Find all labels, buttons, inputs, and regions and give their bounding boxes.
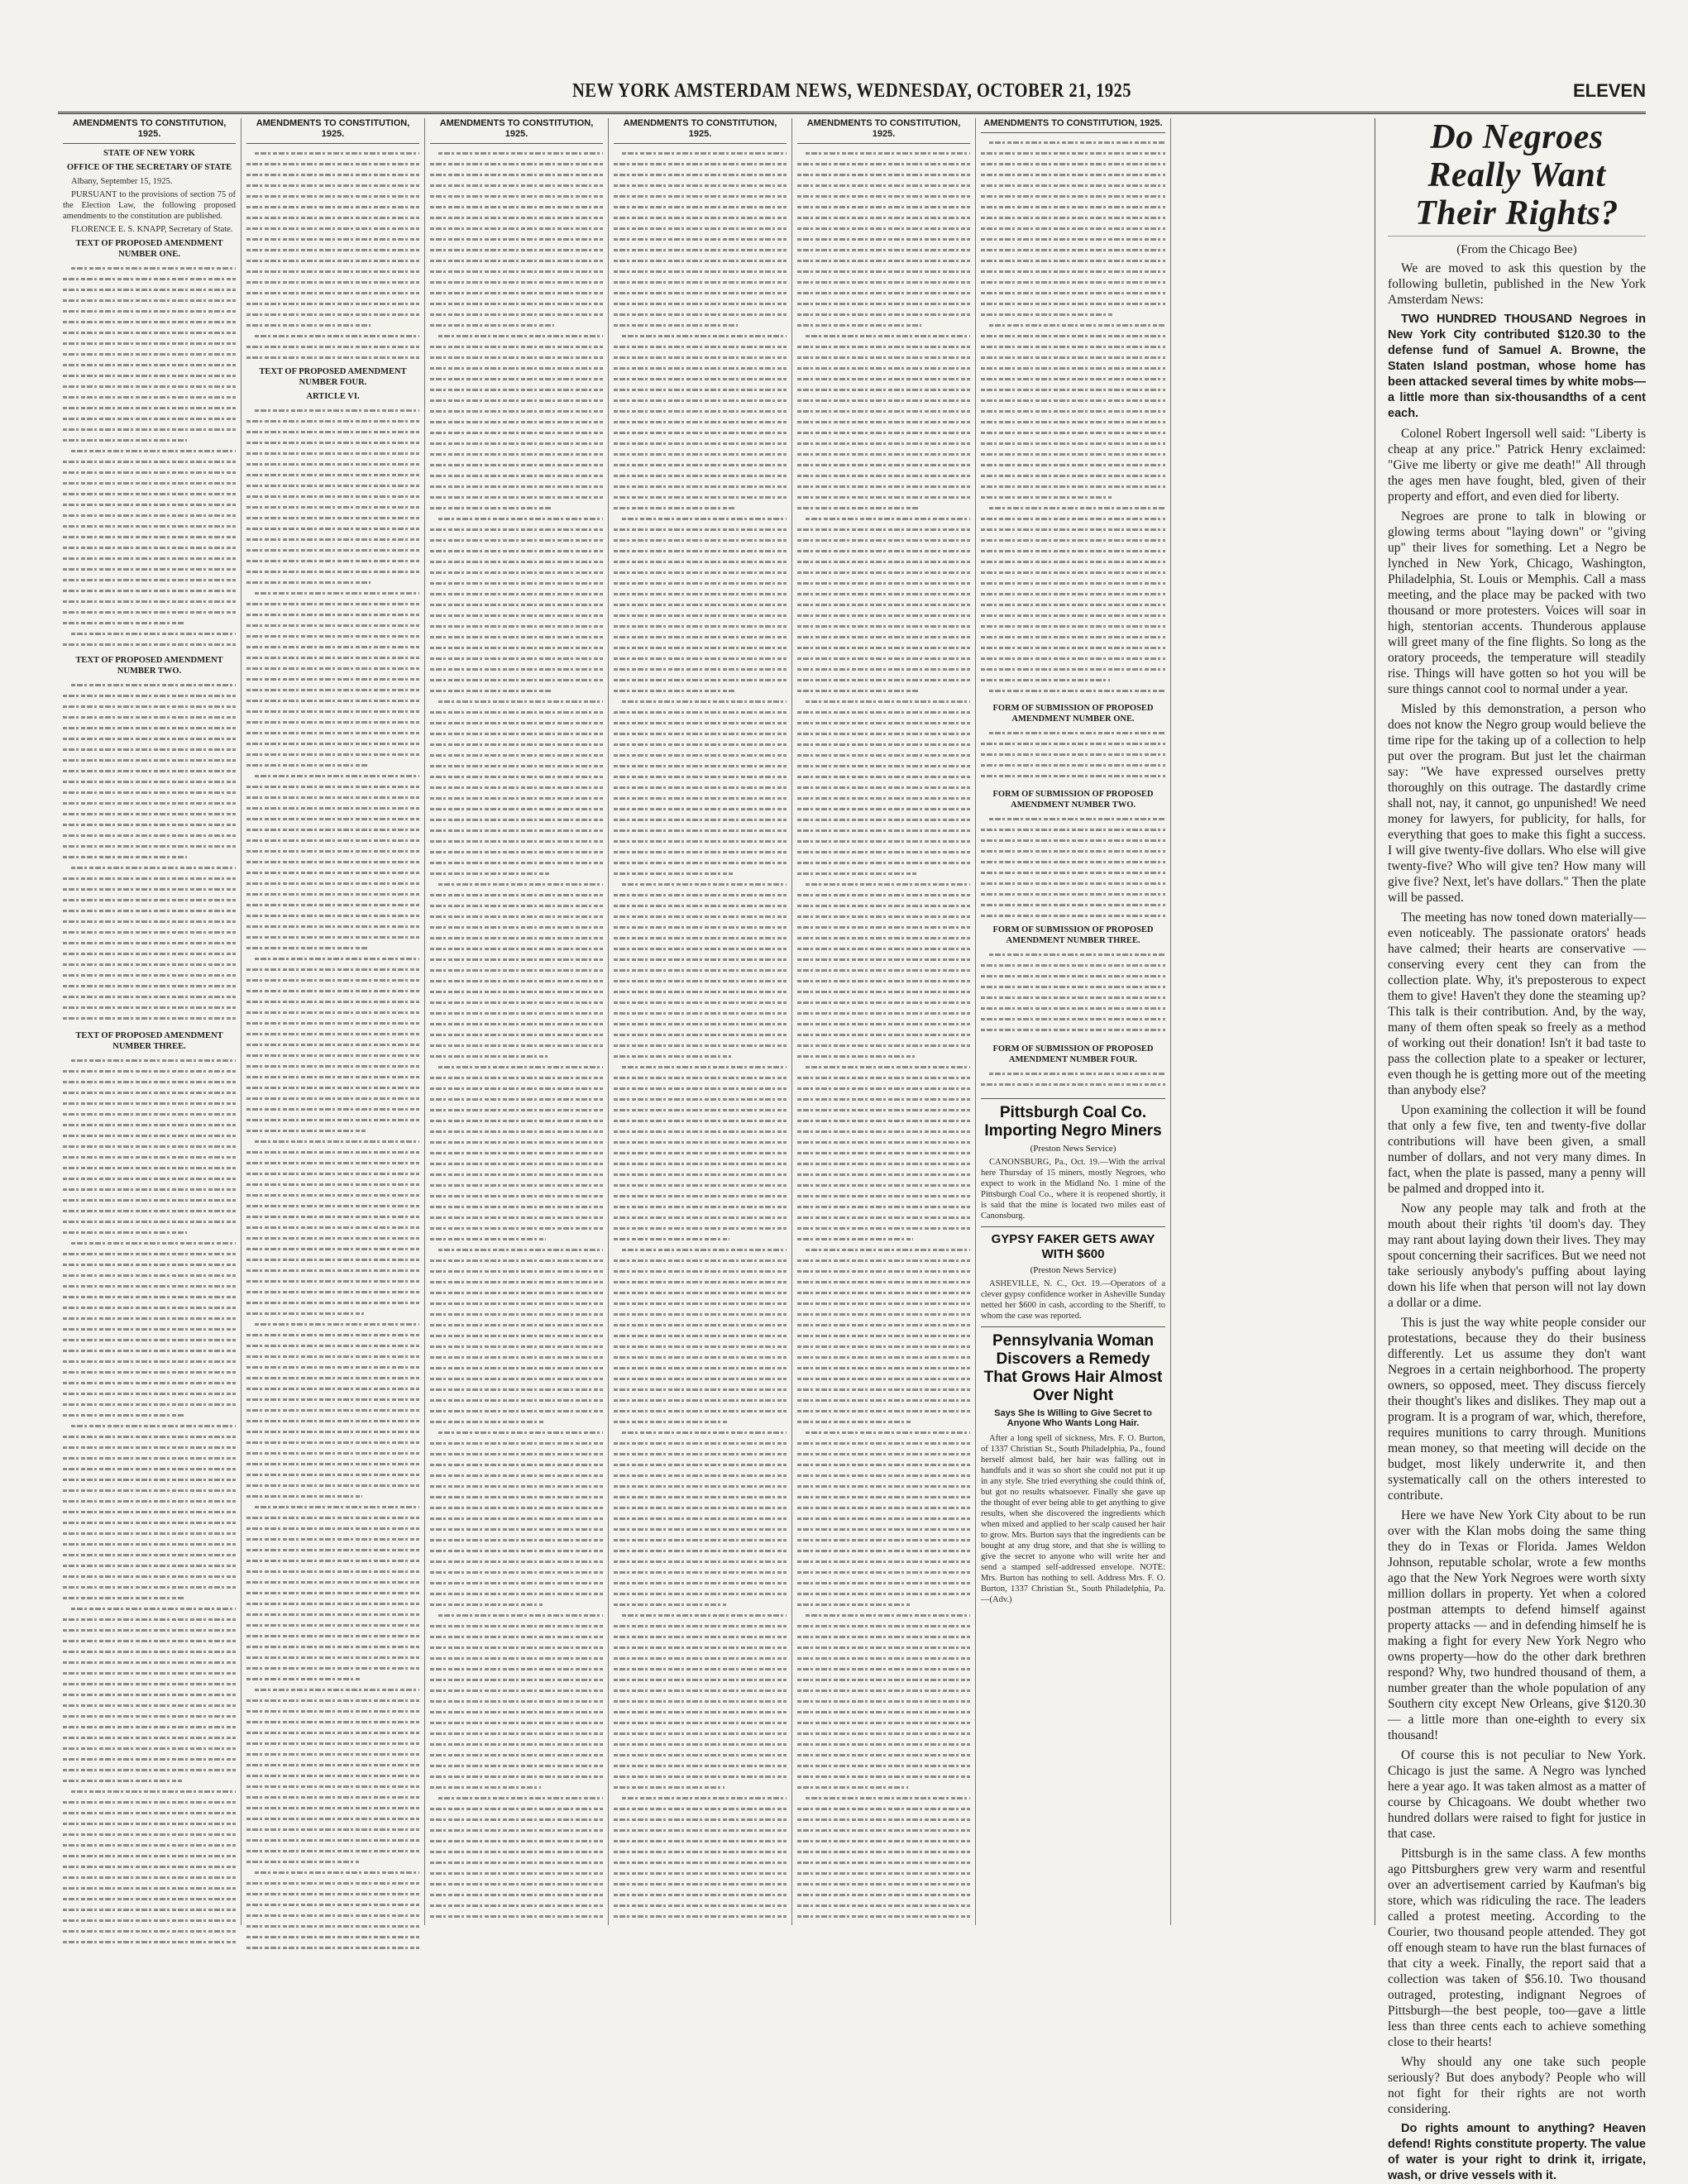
page-number: ELEVEN: [1572, 80, 1646, 101]
editorial-paragraph: Now any people may talk and froth at the mouth about their rights 'til doom's day. They may rant about laying down their lives. They may spout concerning their sacrifices. But we need not take seriously anybody's puffing about laying down his life when that person will not lay down a dollar or a dime.: [1388, 1202, 1646, 1310]
divider: [981, 1226, 1165, 1227]
divider: [1388, 236, 1646, 237]
section-head: FORM OF SUBMISSION OF PROPOSED AMENDMENT NUMBER ONE.: [992, 704, 1154, 724]
divider: [981, 1326, 1165, 1327]
divider: [981, 1098, 1165, 1099]
story-text: ASHEVILLE, N. C., Oct. 19.—Operators of a clever gypsy confidence worker in Asheville Sunday netted her $600 in cash, according to the Sheriff, to whom the case was reported.: [981, 1279, 1165, 1321]
column-head: AMENDMENTS TO CONSTITUTION, 1925.: [981, 118, 1165, 133]
lead-line: Albany, September 15, 1925.: [71, 177, 173, 186]
editorial-paragraph: Of course this is not peculiar to New York. Chicago is just the same. A Negro was lynched here a year ago. It was taken almost as a matter of course by Chicagoans. We doubt whether two hundred dollars were raised to fight for justice in that case.: [1388, 1748, 1646, 1841]
fine-print-block: [614, 148, 787, 1926]
editorial-paragraph: Negroes are prone to talk in blowing or glowing terms about "laying down" or "giving up" their lives for something. Let a Negro be lynched in New York, Chicago, Washington, Philadelphia, St. Louis or Memphis. Call a mass meeting, and the place may be packed with two thousand or more protesters. Voices will soar in high, stentorian accents. Thunderous applause will greet many of the fine flights. So long as the oratory proceeds, the temperature will steadily rise. Things will have gotten so hot you will be sure things cannot cool to normal under a year.: [1388, 509, 1646, 696]
editorial-paragraph: Why should any one take such people seriously? But does anybody? People who will not fight for their rights are not worth considering.: [1388, 2055, 1646, 2116]
column-head: AMENDMENTS TO CONSTITUTION, 1925.: [430, 118, 603, 144]
column-head: AMENDMENTS TO CONSTITUTION, 1925.: [63, 118, 236, 144]
editorial-column: [1381, 118, 1646, 2182]
masthead: [58, 70, 1646, 114]
fine-print-block: [63, 1055, 236, 1948]
lead-line: FLORENCE E. S. KNAPP, Secretary of State.: [71, 225, 233, 234]
columns: [58, 118, 1646, 2182]
story-source: (Preston News Service): [1030, 1265, 1117, 1275]
editorial-paragraph: Here we have New York City about to be run over with the Klan mobs doing the same thing they do in Texas or Florida. James Weldon Johnson, reputable scholar, wrote a few months ago that the New York Negroes were worth sixty million dollars in property. Yet when a colored postman attempts to defend himself against property attacks — and in defending himself he is making a fight for every New York Negro who owns property—how do the other dark brethren respond? Why, two hundred thousand of them, a number greater than the whole population of any Southern city except New Orleans, give $120.30 — a little more than one-eighth to every six thousand!: [1388, 1508, 1646, 1742]
fine-print-block: [981, 728, 1165, 786]
column-head: AMENDMENTS TO CONSTITUTION, 1925.: [246, 118, 419, 144]
section-head: TEXT OF PROPOSED AMENDMENT NUMBER THREE.: [75, 1031, 223, 1051]
fine-print-block: [246, 148, 419, 363]
fine-print-block: [63, 263, 236, 652]
editorial-paragraph: Do rights amount to anything? Heaven defend! Rights constitute property. The value of water is your right to drink it, irrigate, wash, or drive vessels with it.: [1388, 2122, 1646, 2182]
fine-print-block: [981, 137, 1165, 700]
fine-print-block: [981, 814, 1165, 921]
editorial-paragraph: We are moved to ask this question by the following bulletin, published in the New York Amsterdam News:: [1388, 261, 1646, 307]
editorial-paragraph: Misled by this demonstration, a person who does not know the Negro group would believe the time ripe for the taking up of a collection to help put over the program. But just let the chairman say: "We have expressed ourselves pretty thoroughly on this outrage. The dastardly crime shall not, nay, it cannot, go unpunished! We need money for lawyers, for publicity, for halls, for everything that goes to make this fight a success. I will give twenty-five dollars. Who else will give twenty-five? Who will give ten? How many will give five? Next, let's have dollars." Then the plate will be passed.: [1388, 702, 1646, 905]
editorial-source: (From the Chicago Bee): [1456, 243, 1577, 256]
editorial-paragraph: Colonel Robert Ingersoll well said: "Liberty is cheap at any price." Patrick Henry exclaimed: "Give me liberty or give me death!" All through the ages men have fought, bled, given of their property and effort, and even died for liberty.: [1388, 427, 1646, 504]
column-head: AMENDMENTS TO CONSTITUTION, 1925.: [797, 118, 970, 144]
section-head: FORM OF SUBMISSION OF PROPOSED AMENDMENT NUMBER FOUR.: [992, 1044, 1154, 1064]
fine-print-block: [981, 1068, 1165, 1093]
lead-line: PURSUANT to the provisions of section 75 of the Election Law, the following proposed amendments to the constitution are published.: [63, 190, 236, 221]
newspaper-page: [58, 70, 1646, 2182]
amendment-column-2: [241, 118, 425, 1925]
amendment-column-1: [58, 118, 241, 1925]
editorial-paragraph: Upon examining the collection it will be found that only a few five, ten and twenty-five dollar contributions will have been given, a small number of dollars, and not very many dimes. In fact, when the plate is passed, many a penny will be palmed and dropped into it.: [1388, 1103, 1646, 1196]
story-text: After a long spell of sickness, Mrs. F. O. Burton, of 1337 Christian St., South Philadelphia, Pa., found herself almost bald, her hair was falling out in handfuls and it was so short she could not put it up in any style. She tried everything she could think of, but got no results whatsoever. Finally she gave up the thought of ever being able to get anything to give results, when she discovered the ingredients which when mixed and applied to her scalp caused her hair to grow. Mrs. Burton says that the ingredients can be bought at any drug store, and that she is willing to give the secret to anyone who will write her and send a stamped self-addressed envelope. NOTE: Mrs. Burton has nothing to sell. Address Mrs. F. O. Burton, 1337 Christian St., South Philadelphia, Pa.—(Adv.): [981, 1434, 1165, 1604]
section-head: ARTICLE VI.: [306, 392, 360, 401]
fine-print-block: [797, 148, 970, 1926]
editorial-paragraph: The meeting has now toned down materially—even noticeably. The passionate orators' heads have calmed; their hearts are conservative — conserving every cent they can from the collection plate. Why, it's preposterous to expect them to give! Haven't they done the steaming up? This talk is their contribution. And, by the way, many of them often speak so freely as a method of working out their donation! Isn't it bad taste to pass the collection plate to a speaker or lecturer, even though he is getting more out of the meeting than anybody else?: [1388, 910, 1646, 1097]
fine-print-block: [63, 680, 236, 1027]
column-head: AMENDMENTS TO CONSTITUTION, 1925.: [614, 118, 787, 144]
editorial-paragraph: This is just the way white people consider our protestations, because they do their business differently. Let us assume they don't want Negroes in a certain neighborhood. The property owners, so opposed, meet. They discuss fiercely their thought's likes and dislikes. They map out a program. It is a program of war, which, therefore, requires munitions to carry through. Munitions mean money, so that meeting will decide on the budget, most likely underwrite it, and then systematically call on the others interested to contribute.: [1388, 1316, 1646, 1503]
amendment-column-6: [976, 118, 1171, 1925]
story-deck: Says She Is Willing to Give Secret to Anyone Who Wants Long Hair.: [994, 1408, 1152, 1428]
lead-line: STATE OF NEW YORK: [103, 149, 195, 158]
masthead-title: NEW YORK AMSTERDAM NEWS, WEDNESDAY, OCTOBER 21, 1925: [571, 80, 1132, 102]
section-head: TEXT OF PROPOSED AMENDMENT NUMBER TWO.: [75, 656, 223, 676]
story-text: CANONSBURG, Pa., Oct. 19.—With the arrival here Thursday of 15 miners, mostly Negroes, who expect to work in the Midland No. 1 mine of the Pittsburgh Coal Co., where it is reopened shortly, it is said that the mine is located two miles east of Canonsburg.: [981, 1158, 1165, 1221]
story-headline: Pennsylvania Woman Discovers a Remedy That Grows Hair Almost Over Night: [983, 1332, 1163, 1404]
editorial-paragraph: TWO HUNDRED THOUSAND Negroes in New York City contributed $120.30 to the defense fund of Samuel A. Browne, the Staten Island postman, whose home has been attacked several times by white mobs—a little more than six-thousandths of a cent each.: [1388, 313, 1646, 420]
section-head: TEXT OF PROPOSED AMENDMENT NUMBER FOUR.: [259, 367, 407, 387]
fine-print-block: [981, 949, 1165, 1040]
fine-print-block: [430, 148, 603, 1926]
section-head: FORM OF SUBMISSION OF PROPOSED AMENDMENT NUMBER TWO.: [992, 790, 1154, 810]
fine-print-block: [246, 405, 419, 1960]
amendment-column-3: [425, 118, 609, 1925]
story-headline: GYPSY FAKER GETS AWAY WITH $600: [991, 1232, 1155, 1261]
amendment-column-4: [609, 118, 792, 1925]
section-head: FORM OF SUBMISSION OF PROPOSED AMENDMENT NUMBER THREE.: [992, 925, 1154, 945]
story-source: (Preston News Service): [1030, 1144, 1117, 1154]
editorial-paragraph: Pittsburgh is in the same class. A few months ago Pittsburghers grew very warm and resentful over an advertisement carried by Kaufman's big store, which was ridiculing the race. The leaders called a protest meeting. According to the Courier, two thousand people attended. They got off enough steam to have run the blast furnaces of that city a week. Finally, the report said that a collection was taken of $56.10. Two thousand outraged, protesting, indignant Negroes of Pittsburgh—the best people, too—gave a little less than three cents each to achieve something close to their hearts!: [1388, 1847, 1646, 2049]
story-headline: Pittsburgh Coal Co. Importing Negro Miners: [984, 1104, 1162, 1140]
section-head: TEXT OF PROPOSED AMENDMENT NUMBER ONE.: [75, 239, 223, 259]
editorial-headline: Do Negroes Really Want Their Rights?: [1415, 118, 1619, 232]
amendment-column-5: [792, 118, 976, 1925]
lead-line: OFFICE OF THE SECRETARY OF STATE: [66, 163, 232, 172]
